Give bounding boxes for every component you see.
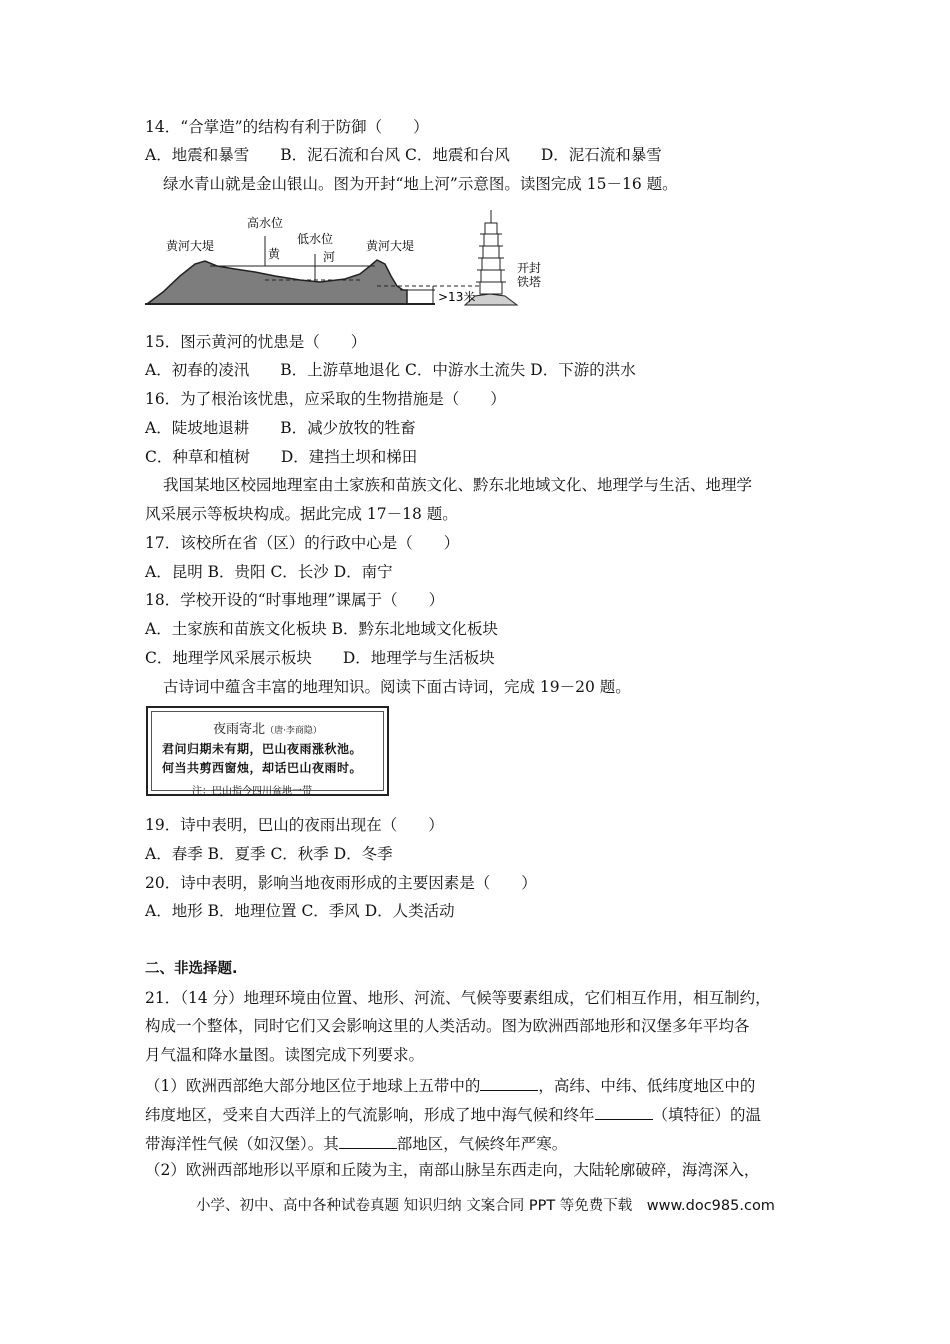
- q14-options: A．地震和暴雪 B．泥石流和台风 C．地震和台风 D．泥石流和暴雪: [145, 146, 662, 164]
- q21-part1-line1: [145, 1074, 755, 1096]
- tower-label-line1: 开封: [517, 261, 542, 275]
- poem-inner-frame: [151, 711, 384, 797]
- q21-part1-text-a: （1）欧洲西部绝大部分地区位于地球上五带中的: [145, 1077, 481, 1095]
- q14-stem: 14．“合掌造”的结构有利于防御（ ）: [145, 118, 429, 136]
- q21-part1-text-c: 纬度地区，受来自大西洋上的气流影响，形成了地中海气候和终年: [145, 1106, 595, 1124]
- answer-blank-3[interactable]: [339, 1132, 397, 1149]
- q16-options-cd: C．种草和植树 D．建挡土坝和梯田: [145, 448, 418, 466]
- right-levee-label: 黄河大堤: [366, 239, 415, 253]
- q15-options: A．初春的凌汛 B．上游草地退化 C．中游水土流失 D．下游的洪水: [145, 361, 636, 379]
- height-label: >13米: [438, 290, 476, 304]
- q20-stem: 20．诗中表明，影响当地夜雨形成的主要因素是（ ）: [145, 874, 537, 892]
- poem-line-1: 君问归期未有期，巴山夜雨涨秋池。: [162, 742, 363, 756]
- tower-label-line2: 铁塔: [517, 275, 542, 289]
- answer-blank-1[interactable]: [480, 1074, 538, 1091]
- q21-line1: 21．（14 分）地理环境由位置、地形、河流、气候等要素组成，它们相互作用，相互制约，: [145, 989, 771, 1007]
- intro-17-18-line2: 风采展示等板块构成。据此完成 17－18 题。: [145, 505, 458, 523]
- q21-part1-text-e: 带海洋性气候（如汉堡）。其: [145, 1135, 339, 1153]
- high-water-label: 高水位: [247, 216, 284, 230]
- q21-part1-text-b: ，高纬、中纬、低纬度地区中的: [538, 1077, 756, 1095]
- q18-options-cd: C．地理学风采展示板块 D．地理学与生活板块: [145, 649, 495, 667]
- q16-options-ab: A．陡坡地退耕 B．减少放牧的牲畜: [145, 419, 416, 437]
- q16-stem: 16．为了根治该忧患，应采取的生物措施是（ ）: [145, 390, 506, 408]
- poem-box: [146, 706, 389, 796]
- left-levee-label: 黄河大堤: [166, 239, 215, 253]
- section-heading: 二、非选择题.: [145, 961, 238, 977]
- poem-line-2: 何当共剪西窗烛，却话巴山夜雨时。: [162, 761, 363, 775]
- intro-15-16: 绿水青山就是金山银山。图为开封“地上河”示意图。读图完成 15－16 题。: [163, 175, 678, 193]
- q21-line2: 构成一个整体，同时它们又会影响这里的人类活动。图为欧洲西部地形和汉堡多年平均各: [145, 1017, 750, 1035]
- q21-part1-text-d: （填特征）的温: [652, 1106, 762, 1124]
- answer-blank-2[interactable]: [595, 1103, 653, 1120]
- q21-part1-line3: [145, 1132, 567, 1154]
- river-char-huang: 黄: [268, 247, 281, 261]
- poem-note: 注：巴山指今四川盆地一带: [192, 786, 312, 797]
- intro-19-20: 古诗词中蕴含丰富的地理知识。阅读下面古诗词，完成 19－20 题。: [163, 678, 631, 696]
- low-water-label: 低水位: [297, 232, 334, 246]
- q21-line3: 月气温和降水量图。读图完成下列要求。: [145, 1046, 425, 1064]
- q20-options: A．地形 B．地理位置 C．季风 D．人类活动: [145, 902, 455, 920]
- river-char-he: 河: [323, 250, 336, 264]
- q17-options: A．昆明 B．贵阳 C．长沙 D．南宁: [145, 563, 393, 581]
- footer-download-note: 小学、初中、高中各种试卷真题 知识归纳 文案合同 PPT 等免费下载 www.doc985.com: [196, 1198, 775, 1214]
- q21-part1-text-f: 部地区，气候终年严寒。: [396, 1135, 568, 1153]
- q19-options: A．春季 B．夏季 C．秋季 D．冬季: [145, 845, 393, 863]
- q21-part2-line1: （2）欧洲西部地形以平原和丘陵为主，南部山脉呈东西走向，大陆轮廓破碎，海湾深入，: [145, 1161, 760, 1179]
- q18-options-ab: A．土家族和苗族文化板块 B．黔东北地域文化板块: [145, 620, 499, 638]
- q17-stem: 17．该校所在省（区）的行政中心是（ ）: [145, 534, 460, 552]
- poem-title: 夜雨寄北: [213, 722, 266, 737]
- q15-stem: 15．图示黄河的忧患是（ ）: [145, 333, 367, 351]
- poem-author: （唐·李商隐）: [265, 726, 322, 736]
- q19-stem: 19．诗中表明，巴山的夜雨出现在（ ）: [145, 816, 444, 834]
- q21-part1-line2: [145, 1103, 761, 1125]
- intro-17-18-line1: 我国某地区校园地理室由土家族和苗族文化、黔东北地域文化、地理学与生活、地理学: [163, 476, 753, 494]
- poem-title-line: [152, 718, 383, 737]
- above-ground-river-diagram: [145, 206, 555, 312]
- q18-stem: 18．学校开设的“时事地理”课属于（ ）: [145, 591, 445, 609]
